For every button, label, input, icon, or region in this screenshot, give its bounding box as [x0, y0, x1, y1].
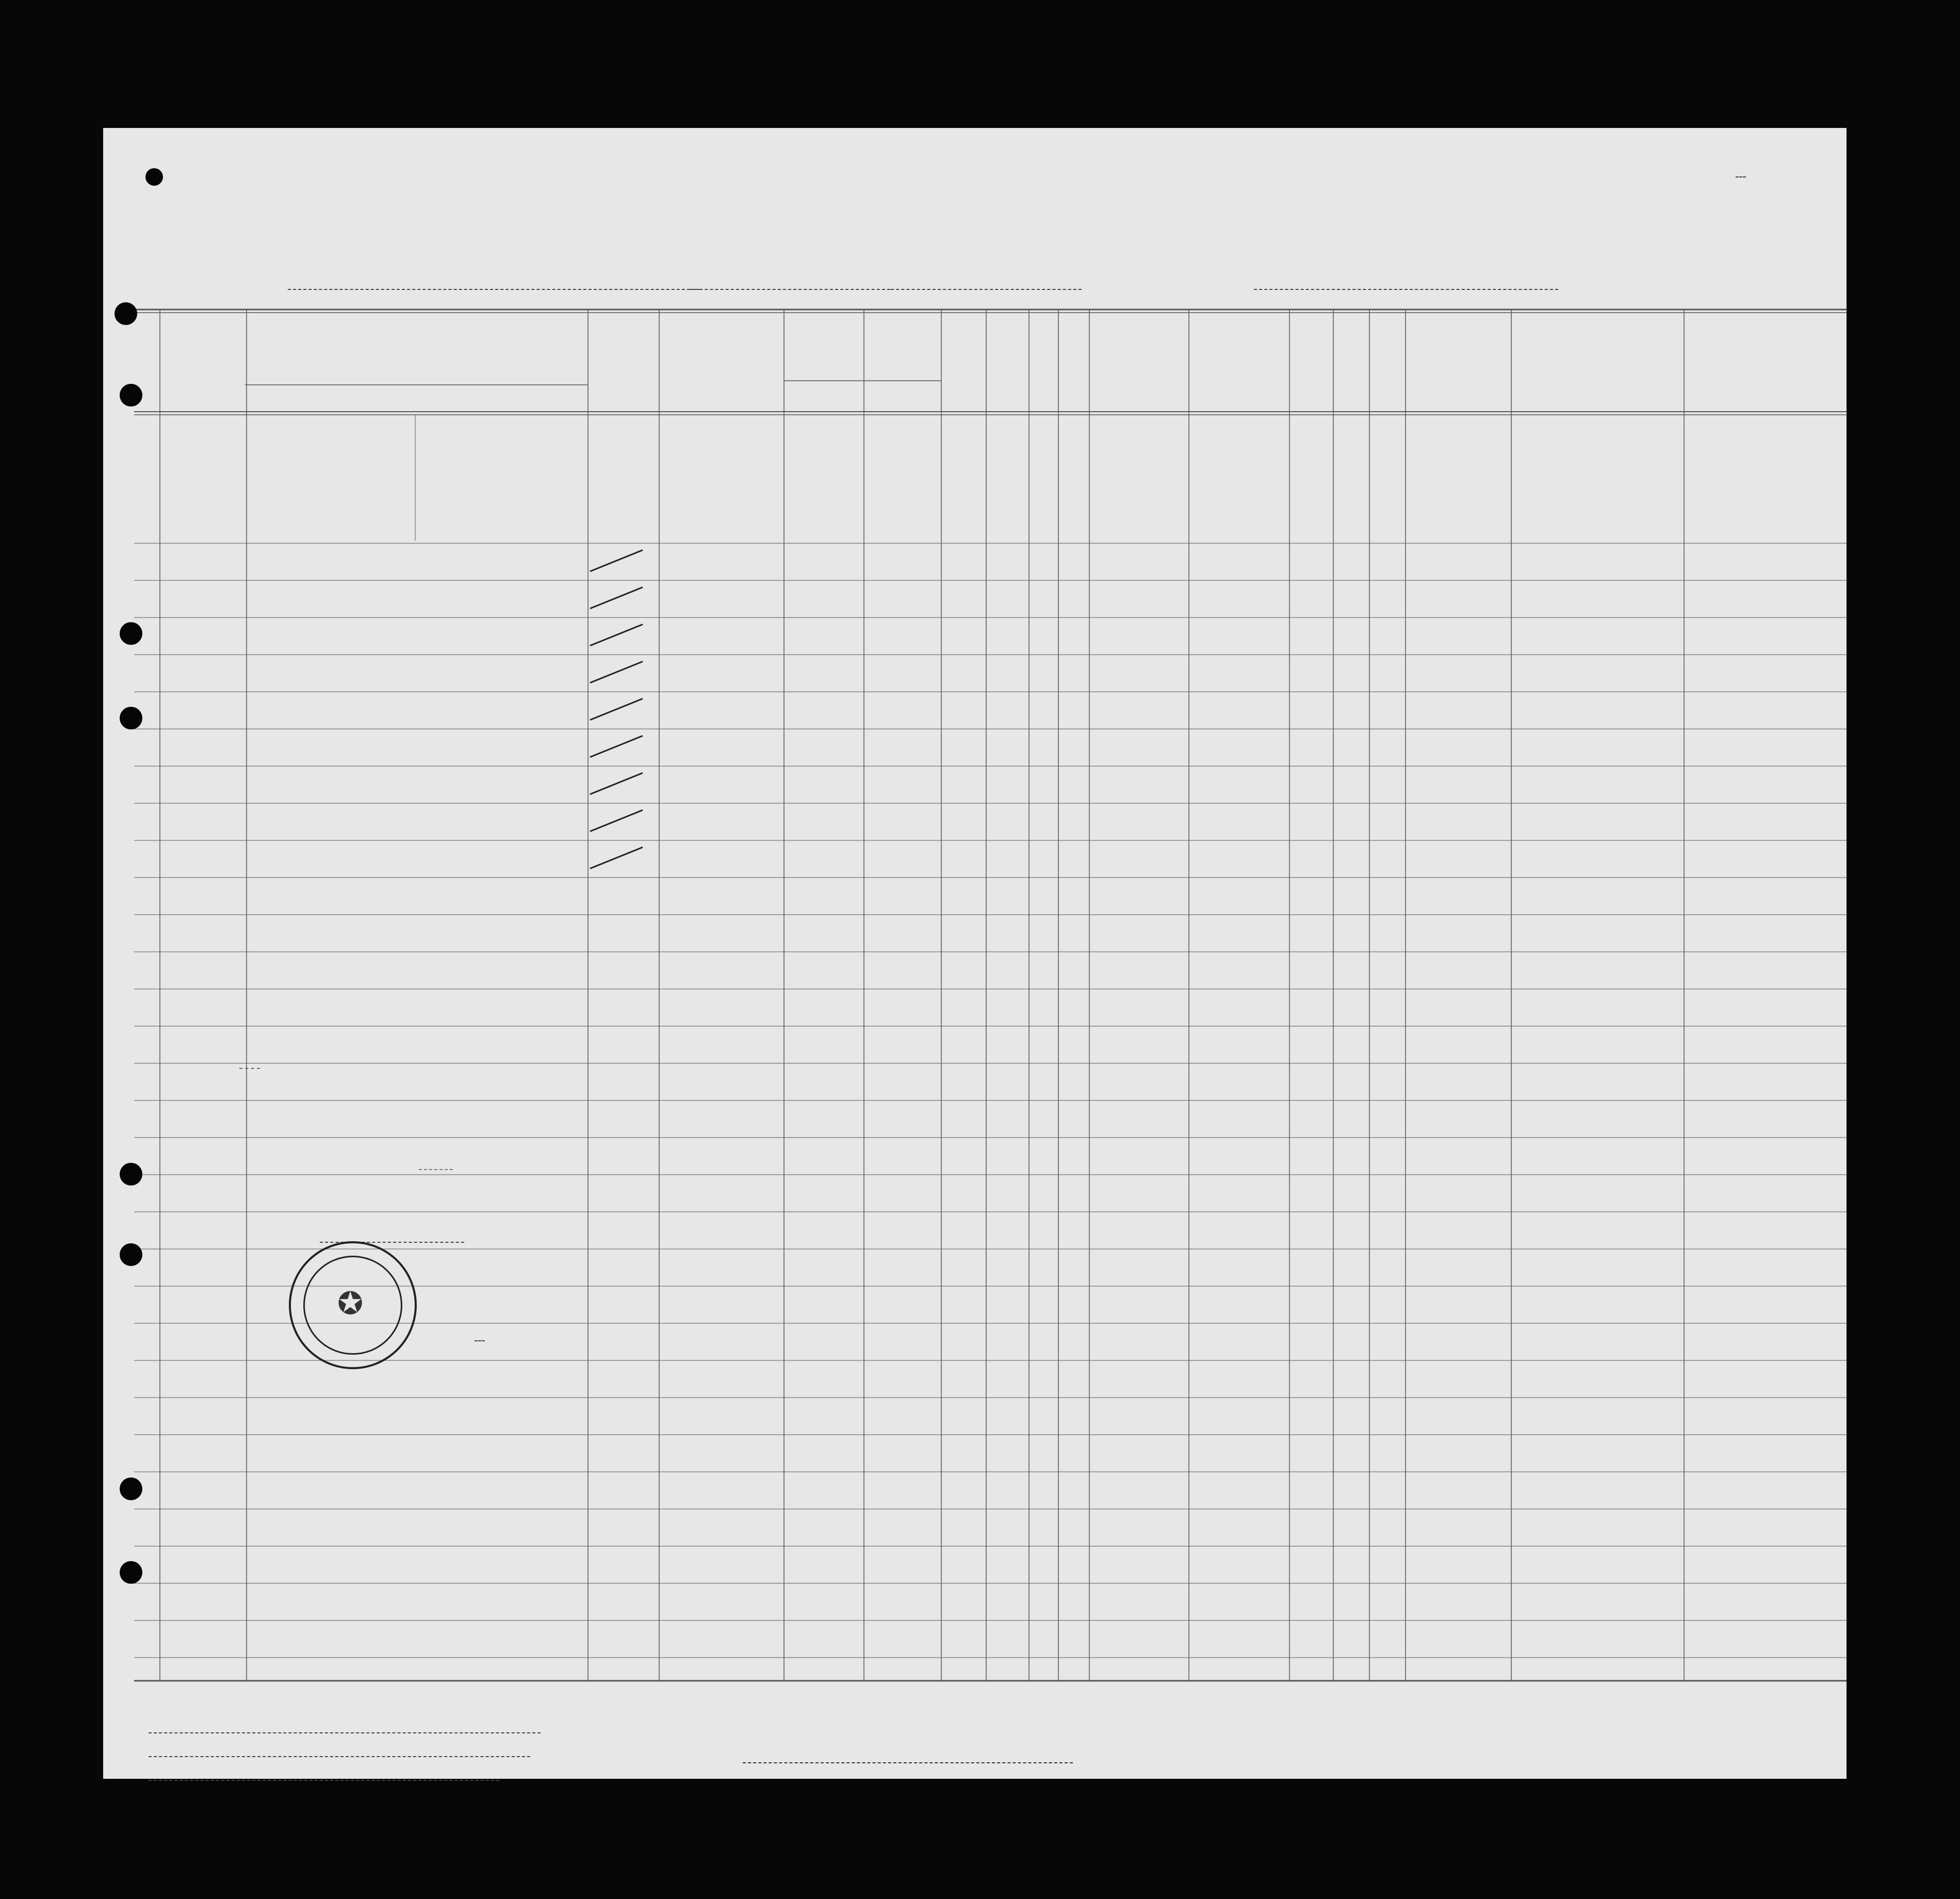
- line-field: [149, 1725, 541, 1736]
- punch-hole: [120, 622, 142, 645]
- punch-hole: [145, 168, 163, 186]
- punch-hole: [115, 302, 137, 325]
- consul-date-value: [475, 1321, 485, 1341]
- punch-hole: [120, 1478, 142, 1500]
- line-blank: [149, 1732, 541, 1733]
- closing-statement: [239, 1041, 260, 1069]
- arrival-port: [689, 289, 890, 290]
- punch-hole: [120, 1243, 142, 1266]
- punch-hole: [120, 1163, 142, 1186]
- via-line: [320, 1224, 464, 1242]
- consulate-seal: [289, 1241, 417, 1369]
- owners-field: [149, 1749, 530, 1760]
- consul-date-line: [475, 1321, 485, 1340]
- manifest-sheet: [103, 128, 1847, 1779]
- sheet-number: [1736, 163, 1746, 177]
- consulate-number: [419, 1150, 453, 1169]
- ruled-grid: [103, 128, 1847, 1779]
- consulate-number-value: [419, 1150, 453, 1170]
- eagle-icon: ✪: [337, 1287, 364, 1321]
- agents-field: [149, 1773, 499, 1783]
- punch-hole: [120, 384, 142, 407]
- punch-hole: [120, 1561, 142, 1584]
- agents-blank: [149, 1780, 499, 1781]
- arrival-date: [891, 289, 1082, 290]
- inspector-signature-line: [743, 1762, 1073, 1763]
- closing-count: [239, 1047, 260, 1069]
- via-value: [320, 1224, 464, 1243]
- punch-hole: [120, 707, 142, 729]
- sheet-value: [1736, 163, 1746, 177]
- vessel-name: [288, 289, 700, 290]
- owners-blank: [149, 1756, 530, 1757]
- departure-port: [1254, 289, 1558, 290]
